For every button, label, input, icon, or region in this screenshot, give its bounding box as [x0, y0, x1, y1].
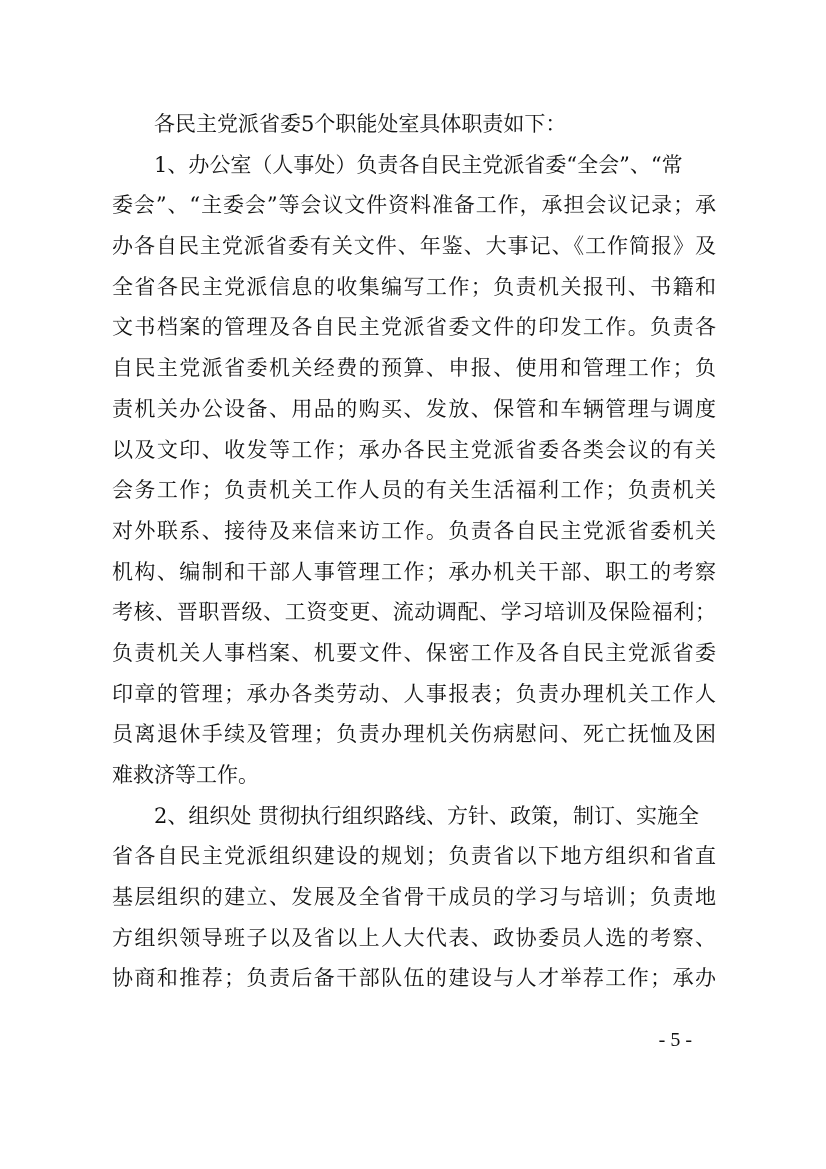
paragraph-1-line-12: 考核、晋职晋级、工资变更、流动调配、学习培训及保险福利； [112, 600, 716, 625]
paragraph-1-line-11: 机构、编制和干部人事管理工作；承办机关干部、职工的考察 [112, 559, 716, 584]
paragraph-2-line-5: 协商和推荐；负责后备干部队伍的建设与人才举荐工作；承办 [112, 966, 716, 991]
paragraph-1-line-3: 办各自民主党派省委有关文件、年鉴、大事记、《工作简报》及 [112, 234, 716, 259]
intro-line: 各民主党派省委5个职能处室具体职责如下： [154, 112, 567, 136]
page-number: - 5 - [658, 1029, 692, 1051]
paragraph-1-line-2: 委会”、“主委会”等会议文件资料准备工作，承担会议记录；承 [112, 193, 716, 218]
paragraph-1-line-5: 文书档案的管理及各自民主党派省委文件的印发工作。负责各 [112, 315, 716, 340]
paragraph-1-line-9: 会务工作；负责机关工作人员的有关生活福利工作；负责机关 [112, 478, 716, 503]
body-text [112, 104, 716, 999]
paragraph-1-line-7: 责机关办公设备、用品的购买、发放、保管和车辆管理与调度 [112, 396, 716, 421]
paragraph-1-line-8: 以及文印、收发等工作；承办各民主党派省委各类会议的有关 [112, 437, 716, 462]
paragraph-2-line-3: 基层组织的建立、发展及全省骨干成员的学习与培训；负责地 [112, 885, 716, 910]
paragraph-2-line-4: 方组织领导班子以及省以上人大代表、政协委员人选的考察、 [112, 925, 716, 950]
paragraph-2-line-2: 省各自民主党派组织建设的规划；负责省以下地方组织和省直 [112, 844, 716, 869]
paragraph-1-line-6: 自民主党派省委机关经费的预算、申报、使用和管理工作；负 [112, 356, 716, 381]
paragraph-1-line-4: 全省各民主党派信息的收集编写工作；负责机关报刊、书籍和 [112, 274, 716, 299]
paragraph-1-line-1: 1、办公室（人事处）负责各自民主党派省委“全会”、“常 [154, 152, 683, 177]
paragraph-1-line-14: 印章的管理；承办各类劳动、人事报表；负责办理机关工作人 [112, 681, 716, 706]
paragraph-1-line-10: 对外联系、接待及来信来访工作。负责各自民主党派省委机关 [112, 518, 716, 543]
paragraph-1-line-16: 难救济等工作。 [112, 763, 259, 787]
paragraph-1-line-15: 员离退休手续及管理；负责办理机关伤病慰问、死亡抚恤及困 [112, 722, 716, 747]
paragraph-1-line-13: 负责机关人事档案、机要文件、保密工作及各自民主党派省委 [112, 640, 716, 665]
paragraph-2-line-1: 2、组织处 贯彻执行组织路线、方针、政策，制订、实施全 [154, 803, 700, 828]
